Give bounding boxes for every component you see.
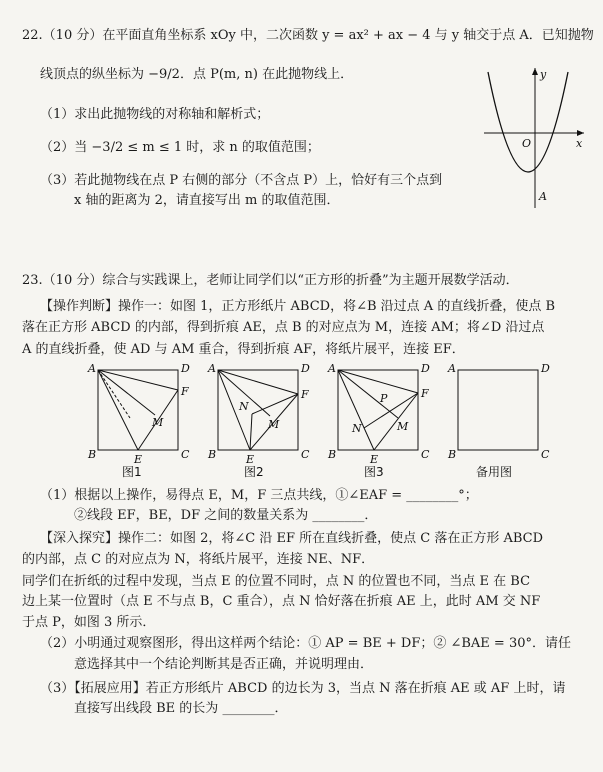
q22-line-2: 线顶点的纵坐标为 −9/2．点 P(m, n) 在此抛物线上．	[40, 67, 354, 82]
label: N	[239, 400, 249, 413]
point-a-label: A	[539, 190, 547, 203]
label: A	[448, 362, 456, 375]
label: A	[208, 362, 216, 375]
label: D	[301, 362, 310, 375]
figure-caption: 图1	[122, 465, 142, 478]
label: D	[181, 362, 190, 375]
square-abcd	[98, 370, 178, 450]
figure-caption: 备用图	[476, 465, 513, 478]
q23-line-7: 【深入探究】操作二：如图 2，将∠C 沿 EF 所在直线折叠，使点 C 落在正方形 ABCD	[40, 531, 544, 546]
q23-line-12: （2）小明通过观察图形，得出这样两个结论：① AP = BE + DF；② ∠BAE = 30°．请任	[40, 636, 571, 651]
q22-line-5: （3）若此抛物线在点 P 右侧的部分（不含点 P）上，恰好有三个点到	[40, 173, 443, 188]
label: F	[421, 387, 429, 400]
q23-line-4: A 的直线折叠，使 AD 与 AM 重合，得到折痕 AF，将纸片展平，连接 EF．	[22, 342, 465, 357]
label: A	[328, 362, 336, 375]
label: M	[397, 420, 409, 433]
q22-line-3: （1）求出此抛物线的对称轴和解析式；	[40, 107, 270, 122]
label: D	[541, 362, 550, 375]
label: M	[268, 418, 280, 431]
figure-3	[326, 362, 436, 478]
label: N	[352, 422, 362, 435]
figure-caption: 图2	[244, 465, 264, 478]
label: F	[181, 385, 189, 398]
crease-ae	[98, 370, 138, 450]
segment-ne	[250, 414, 252, 450]
parabola-graph	[480, 62, 590, 212]
label: B	[448, 448, 457, 461]
q23-line-8: 的内部，点 C 的对应点为 N，将纸片展平，连接 NE、NF．	[22, 552, 375, 567]
label: F	[301, 388, 309, 401]
figure-2	[206, 362, 316, 478]
label: C	[421, 448, 430, 461]
crease-af	[338, 370, 418, 393]
label: E	[134, 453, 143, 466]
parabola-curve	[488, 72, 568, 172]
label: E	[246, 453, 255, 466]
label: C	[541, 448, 550, 461]
q23-line-6: ②线段 EF，BE，DF 之间的数量关系为 ________．	[74, 508, 378, 523]
y-axis-label: y	[540, 68, 547, 81]
origin-label: O	[522, 137, 532, 150]
figure-spare	[446, 362, 556, 478]
q23-line-2: 【操作判断】操作一：如图 1，正方形纸片 ABCD，将∠B 沿过点 A 的直线折叠，使点 B	[40, 299, 556, 314]
figure-caption: 图3	[364, 465, 384, 478]
segment-nf	[252, 394, 298, 414]
label: P	[380, 392, 388, 405]
segment-am	[338, 370, 398, 418]
q23-line-10: 边上某一位置时（点 E 不与点 B，C 重合），点 N 恰好落在折痕 AE 上，此时 AM 交 NF	[22, 594, 541, 609]
q23-line-11: 于点 P，如图 3 所示．	[22, 615, 156, 630]
q23-line-5: （1）根据以上操作，易得点 E，M，F 三点共线，①∠EAF = ________°；	[40, 488, 478, 503]
q23-line-14: （3）【拓展应用】若正方形纸片 ABCD 的边长为 3，当点 N 落在折痕 AE 或 AF 上时，请	[40, 681, 566, 696]
segment-nf	[364, 393, 418, 428]
label: C	[181, 448, 190, 461]
label: B	[208, 448, 217, 461]
label: M	[152, 416, 164, 429]
square-abcd	[458, 370, 538, 450]
q22-line-1: 22.（10 分）在平面直角坐标系 xOy 中，二次函数 y = ax² + ax − 4 与 y 轴交于点 A．已知抛物	[22, 28, 594, 43]
figure-1	[86, 362, 196, 478]
label: D	[421, 362, 430, 375]
y-axis-arrow-icon	[532, 68, 538, 75]
crease-ae	[338, 370, 374, 450]
label: E	[370, 453, 379, 466]
x-axis-arrow-icon	[577, 130, 584, 136]
q22-line-4: （2）当 −3/2 ≤ m ≤ 1 时，求 n 的取值范围；	[40, 140, 320, 155]
label: C	[301, 448, 310, 461]
x-axis-label: x	[576, 137, 583, 150]
label: A	[88, 362, 96, 375]
q23-line-3: 落在正方形 ABCD 的内部，得到折痕 AE，点 B 的对应点为 M，连接 AM；将∠D 沿过点	[22, 320, 545, 335]
crease-af	[218, 370, 298, 394]
q22-line-6: x 轴的距离为 2，请直接写出 m 的取值范围．	[74, 193, 340, 208]
q23-line-9: 同学们在折纸的过程中发现，当点 E 的位置不同时，点 N 的位置也不同，当点 E 在 BC	[22, 574, 531, 589]
label: B	[88, 448, 97, 461]
q23-line-15: 直接写出线段 BE 的长为 ________．	[74, 701, 288, 716]
q23-line-13: 意选择其中一个结论判断其是否正确，并说明理由．	[74, 657, 374, 672]
q23-line-1: 23.（10 分）综合与实践课上，老师让同学们以“正方形的折叠”为主题开展数学活动．	[22, 273, 519, 288]
label: B	[328, 448, 337, 461]
